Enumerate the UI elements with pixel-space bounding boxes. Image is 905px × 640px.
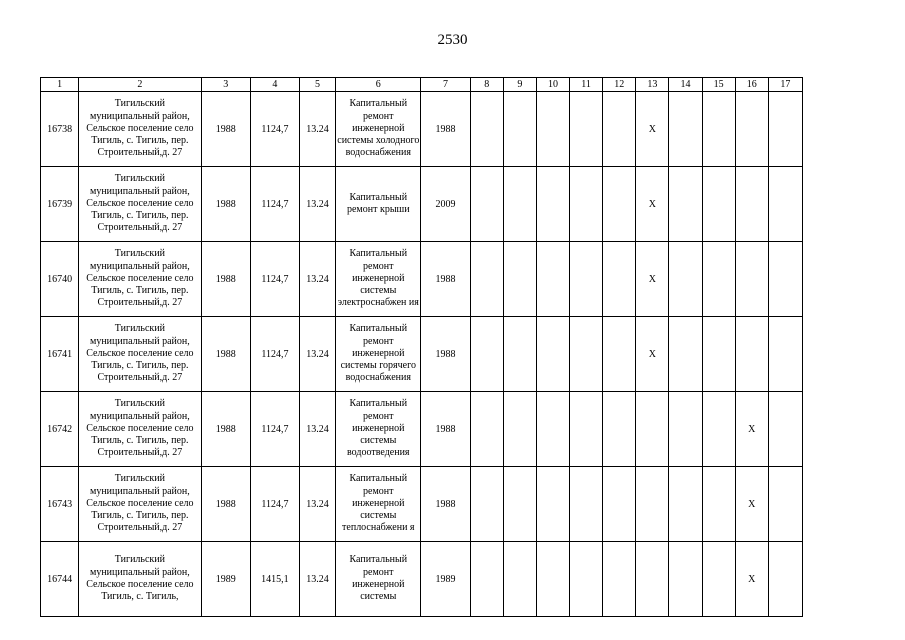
mark-cell — [669, 317, 702, 392]
work-type-cell: Капитальный ремонт инженерной системы теплоснабжени я — [336, 467, 421, 542]
mark-cell — [470, 542, 503, 617]
mark-cell — [570, 467, 603, 542]
code-cell: 13.24 — [299, 317, 335, 392]
address-cell: Тигильский муниципальный район, Сельское поселение село Тигиль, с. Тигиль, пер. Строительный,д. 27 — [79, 392, 201, 467]
area-cell: 1124,7 — [250, 167, 299, 242]
area-cell: 1124,7 — [250, 317, 299, 392]
area-cell: 1124,7 — [250, 392, 299, 467]
column-header: 16 — [735, 78, 768, 92]
year-built-cell: 1989 — [201, 542, 250, 617]
mark-cell — [470, 392, 503, 467]
row-number-cell: 16744 — [41, 542, 79, 617]
mark-cell: X — [735, 467, 768, 542]
mark-cell — [536, 317, 569, 392]
mark-cell — [470, 317, 503, 392]
mark-cell — [603, 392, 636, 467]
address-cell: Тигильский муниципальный район, Сельское поселение село Тигиль, с. Тигиль, пер. Строительный,д. 27 — [79, 242, 201, 317]
row-number-cell: 16741 — [41, 317, 79, 392]
column-header: 1 — [41, 78, 79, 92]
column-header: 13 — [636, 78, 669, 92]
mark-cell — [702, 242, 735, 317]
work-type-cell: Капитальный ремонт инженерной системы горячего водоснабжения — [336, 317, 421, 392]
row-number-cell: 16743 — [41, 467, 79, 542]
work-type-cell: Капитальный ремонт инженерной системы водоотведения — [336, 392, 421, 467]
mark-cell — [503, 317, 536, 392]
address-cell: Тигильский муниципальный район, Сельское поселение село Тигиль, с. Тигиль, пер. Строительный,д. 27 — [79, 467, 201, 542]
mark-cell — [768, 167, 802, 242]
mark-cell: X — [636, 317, 669, 392]
mark-cell — [768, 542, 802, 617]
year-built-cell: 1988 — [201, 392, 250, 467]
mark-cell — [503, 542, 536, 617]
column-header: 8 — [470, 78, 503, 92]
row-number-cell: 16738 — [41, 92, 79, 167]
area-cell: 1124,7 — [250, 92, 299, 167]
mark-cell — [570, 167, 603, 242]
code-cell: 13.24 — [299, 392, 335, 467]
year-built-cell: 1988 — [201, 92, 250, 167]
table-row — [41, 392, 803, 467]
address-cell: Тигильский муниципальный район, Сельское поселение село Тигиль, с. Тигиль, — [79, 542, 201, 617]
mark-cell — [536, 92, 569, 167]
code-cell: 13.24 — [299, 542, 335, 617]
mark-cell — [735, 242, 768, 317]
mark-cell — [503, 92, 536, 167]
year-cell: 1988 — [421, 317, 470, 392]
mark-cell — [669, 467, 702, 542]
mark-cell: X — [735, 392, 768, 467]
mark-cell — [603, 167, 636, 242]
table-row — [41, 242, 803, 317]
column-header: 12 — [603, 78, 636, 92]
mark-cell: X — [636, 167, 669, 242]
mark-cell — [470, 242, 503, 317]
address-cell: Тигильский муниципальный район, Сельское поселение село Тигиль, с. Тигиль, пер. Строительный,д. 27 — [79, 167, 201, 242]
mark-cell — [603, 317, 636, 392]
mark-cell — [603, 242, 636, 317]
column-header: 6 — [336, 78, 421, 92]
address-cell: Тигильский муниципальный район, Сельское поселение село Тигиль, с. Тигиль, пер. Строительный,д. 27 — [79, 317, 201, 392]
mark-cell — [470, 92, 503, 167]
code-cell: 13.24 — [299, 92, 335, 167]
year-built-cell: 1988 — [201, 167, 250, 242]
column-header: 4 — [250, 78, 299, 92]
row-number-cell: 16739 — [41, 167, 79, 242]
column-header: 2 — [79, 78, 201, 92]
mark-cell — [536, 167, 569, 242]
address-cell: Тигильский муниципальный район, Сельское поселение село Тигиль, с. Тигиль, пер. Строительный,д. 27 — [79, 92, 201, 167]
year-cell: 2009 — [421, 167, 470, 242]
mark-cell — [503, 242, 536, 317]
mark-cell — [536, 242, 569, 317]
code-cell: 13.24 — [299, 467, 335, 542]
table-row — [41, 92, 803, 167]
year-built-cell: 1988 — [201, 317, 250, 392]
mark-cell — [636, 392, 669, 467]
mark-cell — [669, 167, 702, 242]
mark-cell — [603, 92, 636, 167]
mark-cell: X — [636, 92, 669, 167]
mark-cell — [702, 167, 735, 242]
mark-cell — [702, 542, 735, 617]
mark-cell — [570, 392, 603, 467]
year-built-cell: 1988 — [201, 467, 250, 542]
area-cell: 1124,7 — [250, 467, 299, 542]
repair-schedule-table — [40, 77, 803, 617]
mark-cell — [570, 542, 603, 617]
column-header: 11 — [570, 78, 603, 92]
mark-cell — [702, 392, 735, 467]
year-cell: 1988 — [421, 392, 470, 467]
code-cell: 13.24 — [299, 167, 335, 242]
column-header: 10 — [536, 78, 569, 92]
mark-cell — [768, 92, 802, 167]
mark-cell — [636, 467, 669, 542]
year-cell: 1988 — [421, 242, 470, 317]
table-container — [40, 77, 803, 603]
mark-cell — [536, 392, 569, 467]
year-built-cell: 1988 — [201, 242, 250, 317]
mark-cell — [768, 317, 802, 392]
mark-cell — [503, 392, 536, 467]
mark-cell — [702, 92, 735, 167]
mark-cell — [570, 242, 603, 317]
column-header: 17 — [768, 78, 802, 92]
work-type-cell: Капитальный ремонт крыши — [336, 167, 421, 242]
area-cell: 1415,1 — [250, 542, 299, 617]
row-number-cell: 16742 — [41, 392, 79, 467]
work-type-cell: Капитальный ремонт инженерной системы — [336, 542, 421, 617]
column-header: 14 — [669, 78, 702, 92]
table-row — [41, 167, 803, 242]
mark-cell — [470, 167, 503, 242]
mark-cell — [702, 467, 735, 542]
work-type-cell: Капитальный ремонт инженерной системы холодного водоснабжения — [336, 92, 421, 167]
code-cell: 13.24 — [299, 242, 335, 317]
mark-cell — [768, 242, 802, 317]
mark-cell — [603, 467, 636, 542]
mark-cell — [735, 92, 768, 167]
column-header: 9 — [503, 78, 536, 92]
mark-cell — [503, 167, 536, 242]
mark-cell — [768, 467, 802, 542]
mark-cell — [503, 467, 536, 542]
mark-cell — [669, 92, 702, 167]
table-row — [41, 542, 803, 617]
work-type-cell: Капитальный ремонт инженерной системы электроснабжен ия — [336, 242, 421, 317]
year-cell: 1988 — [421, 92, 470, 167]
table-row — [41, 317, 803, 392]
column-header: 5 — [299, 78, 335, 92]
mark-cell — [536, 542, 569, 617]
mark-cell: X — [636, 242, 669, 317]
mark-cell — [669, 242, 702, 317]
mark-cell — [470, 467, 503, 542]
mark-cell — [702, 317, 735, 392]
year-cell: 1989 — [421, 542, 470, 617]
mark-cell: X — [735, 542, 768, 617]
mark-cell — [636, 542, 669, 617]
row-number-cell: 16740 — [41, 242, 79, 317]
column-header: 15 — [702, 78, 735, 92]
mark-cell — [536, 467, 569, 542]
year-cell: 1988 — [421, 467, 470, 542]
page-number: 2530 — [437, 32, 468, 48]
mark-cell — [735, 167, 768, 242]
mark-cell — [570, 317, 603, 392]
mark-cell — [768, 392, 802, 467]
mark-cell — [603, 542, 636, 617]
mark-cell — [735, 317, 768, 392]
area-cell: 1124,7 — [250, 242, 299, 317]
column-header: 3 — [201, 78, 250, 92]
mark-cell — [570, 92, 603, 167]
mark-cell — [669, 392, 702, 467]
mark-cell — [669, 542, 702, 617]
column-header: 7 — [421, 78, 470, 92]
table-row — [41, 467, 803, 542]
header-row — [41, 78, 803, 92]
